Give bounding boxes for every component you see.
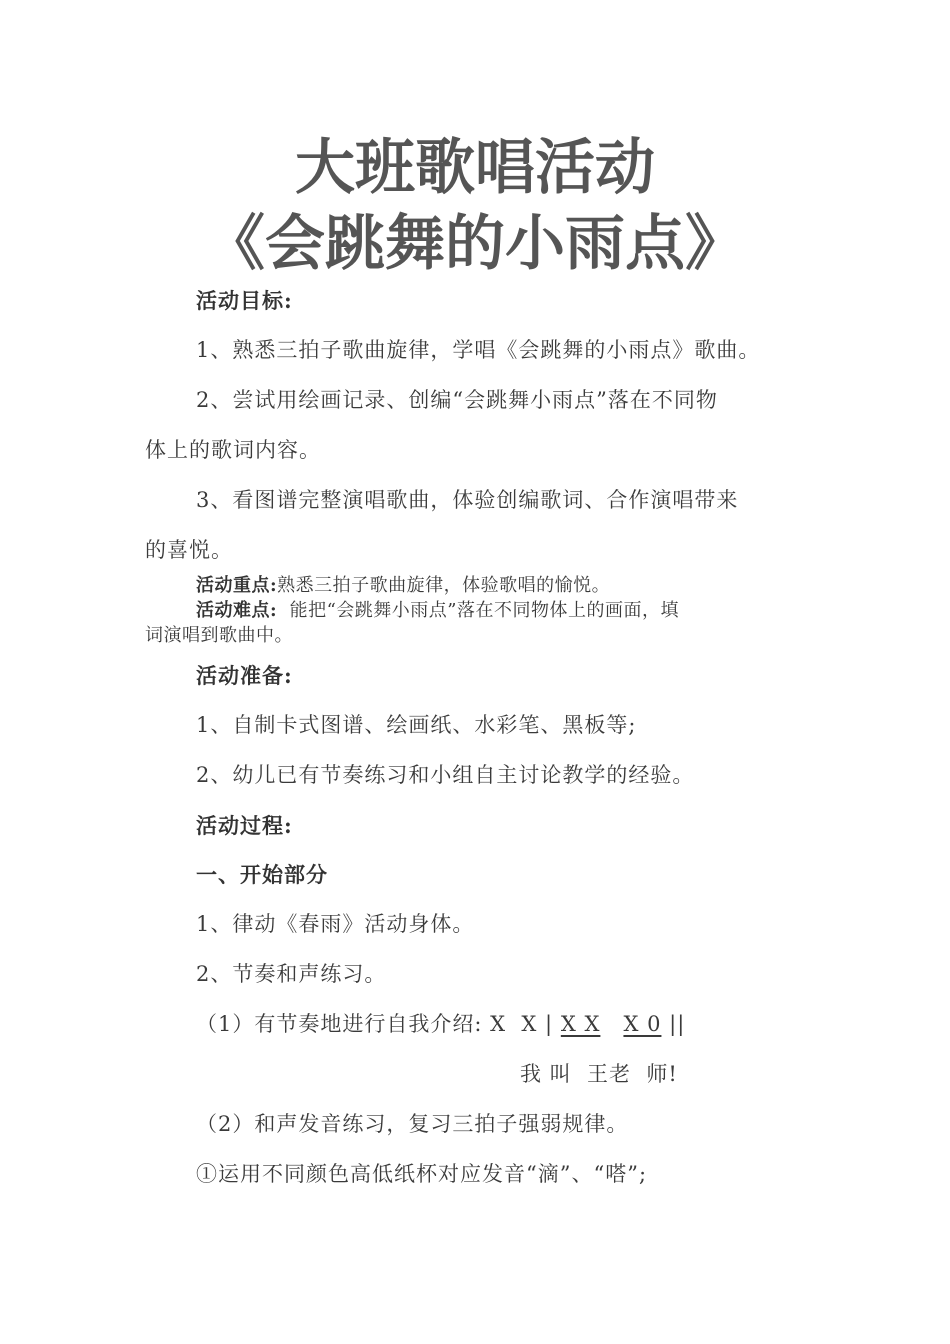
difficulty-text-line2: 词演唱到歌曲中。 [145,625,293,646]
harmony-exercise-item-1: ①运用不同颜色高低纸杯对应发音“滴”、“嗒”; [196,1162,648,1186]
rhythm-notation-a: X X | [490,1012,554,1036]
difficulty-label: 活动难点: [196,600,278,621]
key-point-label: 活动重点: [196,575,278,596]
process-heading: 活动过程: [196,813,293,838]
harmony-exercise: （2）和声发音练习，复习三拍子强弱规律。 [196,1112,629,1136]
preparation-heading: 活动准备: [196,663,293,688]
difficulty-text-line1: 能把“会跳舞小雨点”落在不同物体上的画面，填 [289,600,680,621]
rhythm-notation-end: || [669,1012,686,1036]
rhythm-exercise-prefix: （1）有节奏地进行自我介绍: [196,1012,483,1036]
preparation-item-2: 2、幼儿已有节奏练习和小组自主讨论教学的经验。 [196,763,695,787]
rhythm-lyrics: 我 叫 王老 师! [520,1062,678,1086]
rhythm-notation-b: X X [560,1012,601,1036]
goal-item-3-line1: 3、看图谱完整演唱歌曲，体验创编歌词、合作演唱带来 [196,488,739,512]
rhythm-notation-c: X 0 [623,1012,662,1036]
difficulty [196,602,679,620]
process-step-2: 2、节奏和声练习。 [196,962,387,986]
goal-item-2-line2: 体上的歌词内容。 [145,438,321,462]
key-point [196,577,610,595]
section-1-heading: 一、开始部分 [196,862,328,887]
rhythm-exercise [196,1014,685,1035]
goal-item-1: 1、熟悉三拍子歌曲旋律，学唱《会跳舞的小雨点》歌曲。 [196,338,761,362]
goals-heading: 活动目标: [196,288,293,313]
document-title-line1: 大班歌唱活动 [295,133,655,203]
preparation-item-1: 1、自制卡式图谱、绘画纸、水彩笔、黑板等; [196,713,637,737]
document-title-line2: 《会跳舞的小雨点》 [205,209,745,279]
goal-item-3-line2: 的喜悦。 [145,538,233,562]
process-step-1: 1、律动《春雨》活动身体。 [196,912,475,936]
key-point-text: 熟悉三拍子歌曲旋律，体验歌唱的愉悦。 [277,575,611,596]
goal-item-2-line1: 2、尝试用绘画记录、创编“会跳舞小雨点”落在不同物 [196,388,718,412]
